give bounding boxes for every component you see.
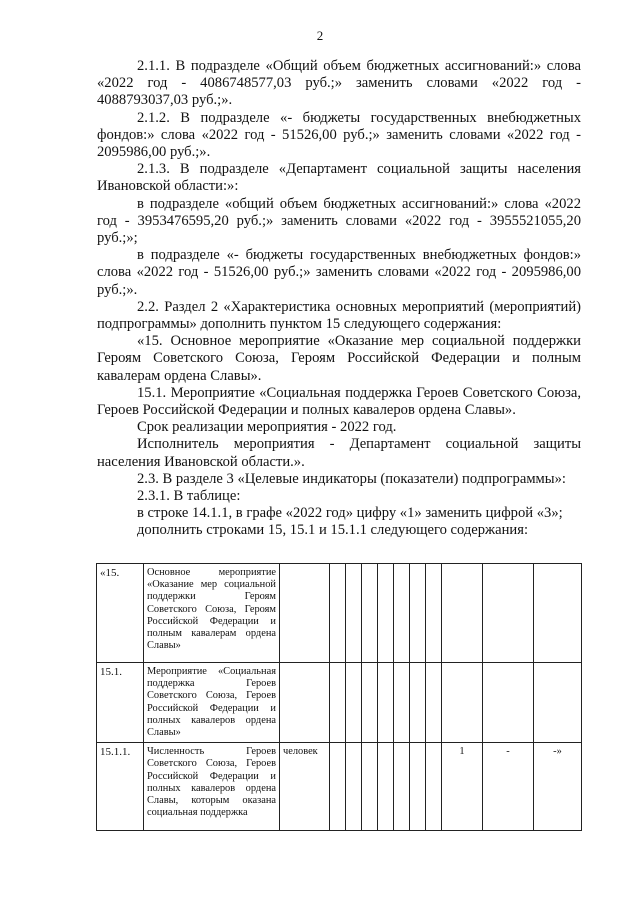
row-unit (280, 663, 330, 743)
row-value-a: 1 (442, 743, 483, 831)
empty-cell (426, 564, 442, 663)
row-unit: человек (280, 743, 330, 831)
empty-cell (362, 663, 378, 743)
empty-cell (378, 564, 394, 663)
paragraph-item-15: «15. Основное мероприятие «Оказание мер социальной поддержки Героям Советского Союза, Героям Российской Федерации и полным кавалерам ордена Славы». (97, 333, 581, 384)
empty-cell (330, 663, 346, 743)
row-description: Основное мероприятие «Оказание мер социальной поддержки Героям Советского Союза, Героям Российской Федерации и полным кавалерам ордена Славы» (144, 564, 280, 663)
empty-cell (330, 743, 346, 831)
empty-cell (394, 743, 410, 831)
row-number: 15.1.1. (97, 743, 144, 831)
indicators-table (96, 563, 582, 831)
empty-cell (426, 743, 442, 831)
paragraph-add-rows: дополнить строками 15, 15.1 и 15.1.1 следующего содержания: (137, 522, 529, 539)
row-number: «15. (97, 564, 144, 663)
empty-cell (394, 663, 410, 743)
empty-cell (346, 564, 362, 663)
row-value-c (534, 663, 582, 743)
paragraph-2-2: 2.2. Раздел 2 «Характеристика основных мероприятий (мероприятий) подпрограммы» дополнить пунктом 15 следующего содержания: (97, 298, 581, 333)
table-row (97, 663, 582, 743)
table-row (97, 743, 582, 831)
empty-cell (362, 564, 378, 663)
paragraph-2-1-2: 2.1.2. В подразделе «- бюджеты государственных внебюджетных фондов:» слова «2022 год - 51526,00 руб.;» заменить словами «2022 год - 2095986,00 руб.;». (97, 109, 581, 161)
paragraph-subsection-funds: в подразделе «- бюджеты государственных внебюджетных фондов:» слова «2022 год - 51526,00 руб.;» заменить словами «2022 год - 2095986,00 руб.;». (97, 247, 581, 298)
table-row (97, 564, 582, 663)
empty-cell (410, 663, 426, 743)
row-unit (280, 564, 330, 663)
paragraph-term: Срок реализации мероприятия - 2022 год. (137, 419, 397, 436)
paragraph-subsection-total: в подразделе «общий объем бюджетных ассигнований:» слова «2022 год - 3953476595,20 руб.;» заменить словами «2022 год - 3955521055,20 руб.;»; (97, 195, 581, 247)
row-value-b (483, 663, 534, 743)
paragraph-executor: Исполнитель мероприятия - Департамент социальной защиты населения Ивановской области.». (97, 436, 581, 470)
empty-cell (426, 663, 442, 743)
row-description: Мероприятие «Социальная поддержка Героев Советского Союза, Героев Российской Федерации и полных кавалеров ордена Славы» (144, 663, 280, 743)
empty-cell (362, 743, 378, 831)
page-number: 2 (316, 28, 324, 43)
row-value-c: -» (534, 743, 582, 831)
empty-cell (410, 564, 426, 663)
empty-cell (394, 564, 410, 663)
paragraph-2-1-3: 2.1.3. В подразделе «Департамент социальной защиты населения Ивановской области:»: (97, 161, 581, 195)
row-value-b (483, 564, 534, 663)
paragraph-2-3-1: 2.3.1. В таблице: (137, 488, 241, 505)
paragraph-2-3: 2.3. В разделе 3 «Целевые индикаторы (показатели) подпрограммы»: (137, 470, 566, 487)
paragraph-item-15-1: 15.1. Мероприятие «Социальная поддержка Героев Советского Союза, Героев Российской Федерации и полных кавалеров ордена Славы». (97, 384, 581, 419)
row-description: Численность Героев Советского Союза, Героев Российской Федерации и полных кавалеров ордена Славы, которым оказана социальная поддержка (144, 743, 280, 831)
row-value-a (442, 663, 483, 743)
paragraph-row-14-1-1: в строке 14.1.1, в графе «2022 год» цифру «1» заменить цифрой «3»; (137, 505, 563, 522)
empty-cell (346, 743, 362, 831)
empty-cell (330, 564, 346, 663)
row-value-a (442, 564, 483, 663)
empty-cell (378, 743, 394, 831)
document-body (97, 58, 581, 540)
row-value-c (534, 564, 582, 663)
row-number: 15.1. (97, 663, 144, 743)
empty-cell (410, 743, 426, 831)
empty-cell (378, 663, 394, 743)
row-value-b: - (483, 743, 534, 831)
empty-cell (346, 663, 362, 743)
paragraph-2-1-1: 2.1.1. В подразделе «Общий объем бюджетных ассигнований:» слова «2022 год - 4086748577,03 руб.;» заменить словами «2022 год - 4088793037,03 руб.;». (97, 58, 581, 109)
